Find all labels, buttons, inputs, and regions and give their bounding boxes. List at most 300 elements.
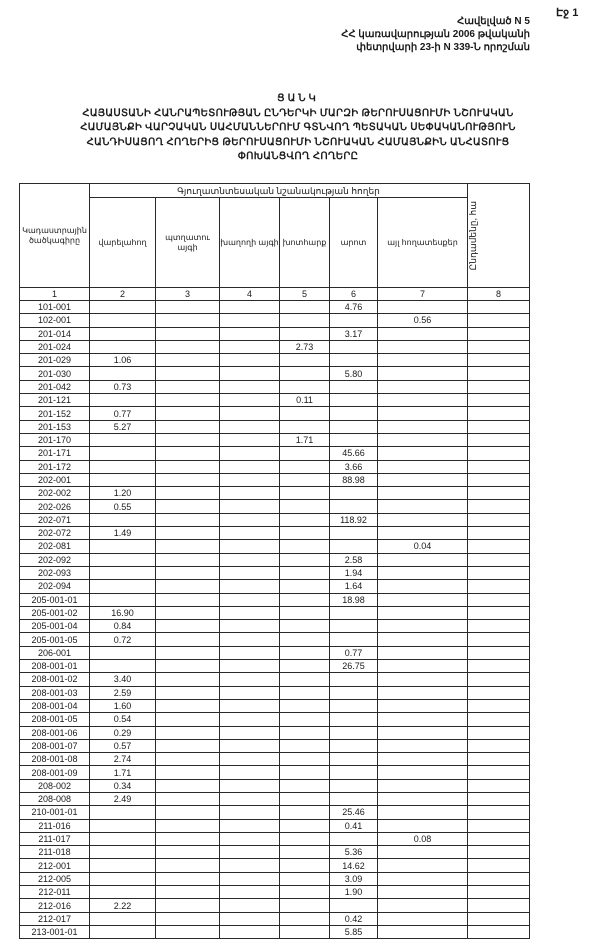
header-pasture: արոտ [330, 198, 378, 288]
area-cell [378, 912, 468, 925]
area-cell [156, 407, 220, 420]
area-cell [280, 593, 330, 606]
area-cell [280, 699, 330, 712]
area-cell [280, 925, 330, 938]
area-cell [156, 380, 220, 393]
land-codes-table [19, 183, 530, 939]
cadastral-code-cell: 208-001-02 [20, 673, 90, 686]
area-cell: 1.71 [90, 766, 156, 779]
area-cell: 1.60 [90, 699, 156, 712]
table-row [20, 832, 530, 845]
area-cell [280, 420, 330, 433]
table-row [20, 899, 530, 912]
area-cell [220, 513, 280, 526]
area-cell [330, 739, 378, 752]
total-cell [468, 686, 530, 699]
total-cell [468, 925, 530, 938]
appendix-line-3: փետրվարի 23-ի N 339-Ն որոշման [356, 42, 530, 53]
area-cell [220, 819, 280, 832]
total-cell [468, 500, 530, 513]
area-cell [378, 766, 468, 779]
area-cell [90, 553, 156, 566]
area-cell [280, 500, 330, 513]
cadastral-code-cell: 208-001-04 [20, 699, 90, 712]
area-cell [156, 713, 220, 726]
table-row [20, 846, 530, 859]
table-row [20, 646, 530, 659]
area-cell [220, 566, 280, 579]
table-row [20, 460, 530, 473]
area-cell [330, 340, 378, 353]
area-cell [220, 380, 280, 393]
area-cell [280, 792, 330, 805]
area-cell: 5.27 [90, 420, 156, 433]
area-cell [156, 806, 220, 819]
area-cell [90, 314, 156, 327]
area-cell [156, 686, 220, 699]
table-row [20, 447, 530, 460]
area-cell: 5.80 [330, 367, 378, 380]
area-cell [156, 633, 220, 646]
area-cell [378, 500, 468, 513]
area-cell [220, 407, 280, 420]
cadastral-code-cell: 211-016 [20, 819, 90, 832]
total-cell [468, 327, 530, 340]
area-cell [280, 620, 330, 633]
column-number: 8 [468, 288, 530, 301]
total-cell [468, 314, 530, 327]
cadastral-code-cell: 208-001-03 [20, 686, 90, 699]
table-row [20, 606, 530, 619]
area-cell: 0.73 [90, 380, 156, 393]
area-cell [220, 846, 280, 859]
table-row [20, 925, 530, 938]
total-cell [468, 713, 530, 726]
area-cell [280, 407, 330, 420]
total-cell [468, 394, 530, 407]
area-cell [220, 899, 280, 912]
total-cell [468, 699, 530, 712]
total-cell [468, 354, 530, 367]
total-cell [468, 553, 530, 566]
cadastral-code-cell: 212-017 [20, 912, 90, 925]
area-cell: 2.49 [90, 792, 156, 805]
area-cell [156, 726, 220, 739]
area-cell [378, 566, 468, 579]
area-cell [280, 766, 330, 779]
cadastral-code-cell: 208-001-07 [20, 739, 90, 752]
area-cell [220, 433, 280, 446]
table-row [20, 487, 530, 500]
area-cell [220, 500, 280, 513]
cadastral-code-cell: 101-001 [20, 301, 90, 314]
total-cell [468, 912, 530, 925]
header-cadastral-code: Կադաստրային ծածկագիրը [20, 184, 90, 288]
area-cell [280, 859, 330, 872]
area-cell [330, 407, 378, 420]
area-cell [156, 540, 220, 553]
area-cell [90, 646, 156, 659]
table-row [20, 859, 530, 872]
total-cell [468, 819, 530, 832]
area-cell: 2.58 [330, 553, 378, 566]
area-cell [330, 500, 378, 513]
table-row [20, 886, 530, 899]
total-cell [468, 620, 530, 633]
table-row [20, 792, 530, 805]
area-cell [156, 314, 220, 327]
area-cell [220, 859, 280, 872]
total-cell [468, 527, 530, 540]
area-cell [220, 766, 280, 779]
cadastral-code-cell: 201-121 [20, 394, 90, 407]
table-row [20, 633, 530, 646]
area-cell [220, 699, 280, 712]
area-cell [90, 819, 156, 832]
area-cell [378, 660, 468, 673]
total-cell [468, 473, 530, 486]
area-cell [220, 886, 280, 899]
area-cell [280, 367, 330, 380]
area-cell [330, 620, 378, 633]
area-cell [220, 540, 280, 553]
area-cell [156, 792, 220, 805]
area-cell [378, 487, 468, 500]
area-cell [378, 673, 468, 686]
cadastral-code-cell: 208-008 [20, 792, 90, 805]
area-cell [378, 686, 468, 699]
area-cell: 18.98 [330, 593, 378, 606]
area-cell [156, 779, 220, 792]
area-cell: 1.20 [90, 487, 156, 500]
table-row [20, 553, 530, 566]
cadastral-code-cell: 205-001-04 [20, 620, 90, 633]
area-cell [280, 633, 330, 646]
area-cell [156, 473, 220, 486]
area-cell [156, 832, 220, 845]
cadastral-code-cell: 201-042 [20, 380, 90, 393]
total-cell [468, 792, 530, 805]
area-cell [280, 606, 330, 619]
area-cell: 0.04 [378, 540, 468, 553]
area-cell: 118.92 [330, 513, 378, 526]
area-cell [90, 872, 156, 885]
total-cell [468, 766, 530, 779]
cadastral-code-cell: 211-018 [20, 846, 90, 859]
area-cell [90, 447, 156, 460]
area-cell [330, 779, 378, 792]
cadastral-code-cell: 202-092 [20, 553, 90, 566]
area-cell [330, 606, 378, 619]
total-cell [468, 726, 530, 739]
area-cell [156, 354, 220, 367]
area-cell [378, 354, 468, 367]
area-cell [156, 846, 220, 859]
area-cell [156, 301, 220, 314]
area-cell: 2.59 [90, 686, 156, 699]
table-row [20, 566, 530, 579]
total-cell [468, 367, 530, 380]
area-cell [90, 886, 156, 899]
area-cell [378, 407, 468, 420]
area-cell [220, 753, 280, 766]
table-row [20, 779, 530, 792]
cadastral-code-cell: 208-001-06 [20, 726, 90, 739]
area-cell: 0.77 [330, 646, 378, 659]
header-other-lands: այլ հողատեսքեր [378, 198, 468, 288]
title-line-3: ՀԱՆԴԻՍԱՑՈՂ ՀՈՂԵՐԻՑ ԹԵՐՈՒՍԱՑՈՒՄԻ ՆՇՈՒԱԿԱՆ ՀԱՄԱՅՆՔԻՆ ԱՆՀԱՏՈՒՑ [86, 136, 510, 148]
area-cell [220, 553, 280, 566]
area-cell [156, 513, 220, 526]
area-cell [220, 806, 280, 819]
total-cell [468, 832, 530, 845]
column-number: 2 [90, 288, 156, 301]
area-cell: 0.57 [90, 739, 156, 752]
area-cell [378, 460, 468, 473]
area-cell: 0.11 [280, 394, 330, 407]
area-cell [156, 566, 220, 579]
total-cell [468, 460, 530, 473]
area-cell [330, 380, 378, 393]
area-cell [156, 340, 220, 353]
area-cell [90, 925, 156, 938]
area-cell [220, 367, 280, 380]
total-cell [468, 660, 530, 673]
area-cell: 0.56 [378, 314, 468, 327]
area-cell [378, 301, 468, 314]
cadastral-code-cell: 202-071 [20, 513, 90, 526]
area-cell [330, 832, 378, 845]
area-cell: 1.71 [280, 433, 330, 446]
area-cell [220, 872, 280, 885]
cadastral-code-cell: 202-094 [20, 580, 90, 593]
area-cell [220, 420, 280, 433]
cadastral-code-cell: 205-001-02 [20, 606, 90, 619]
area-cell [330, 726, 378, 739]
table-row [20, 394, 530, 407]
area-cell [156, 660, 220, 673]
table-row [20, 713, 530, 726]
column-number: 3 [156, 288, 220, 301]
cadastral-code-cell: 201-024 [20, 340, 90, 353]
area-cell: 1.90 [330, 886, 378, 899]
area-cell: 0.41 [330, 819, 378, 832]
area-cell [90, 513, 156, 526]
area-cell [378, 606, 468, 619]
area-cell [330, 899, 378, 912]
total-cell [468, 407, 530, 420]
cadastral-code-cell: 208-001-01 [20, 660, 90, 673]
area-cell [378, 886, 468, 899]
cadastral-code-cell: 202-081 [20, 540, 90, 553]
area-cell [280, 819, 330, 832]
cadastral-code-cell: 202-093 [20, 566, 90, 579]
area-cell: 0.34 [90, 779, 156, 792]
table-row [20, 593, 530, 606]
appendix-block [340, 15, 530, 54]
area-cell [156, 420, 220, 433]
area-cell [220, 832, 280, 845]
cadastral-code-cell: 202-002 [20, 487, 90, 500]
area-cell [378, 580, 468, 593]
cadastral-code-cell: 205-001-01 [20, 593, 90, 606]
total-cell [468, 487, 530, 500]
area-cell [90, 566, 156, 579]
area-cell [378, 620, 468, 633]
table-row [20, 340, 530, 353]
area-cell [156, 766, 220, 779]
title-line-2: ՀԱՄԱՅՆՔԻ ՎԱՐՉԱԿԱՆ ՍԱՀՄԱՆՆԵՐՈՒՄ ԳՏՆՎՈՂ ՊԵՏԱԿԱՆ ՍԵՓԱԿԱՆՈՒԹՅՈՒՆ [80, 122, 516, 133]
area-cell [280, 354, 330, 367]
area-cell [378, 646, 468, 659]
area-cell: 1.94 [330, 566, 378, 579]
area-cell [220, 912, 280, 925]
area-cell [330, 673, 378, 686]
area-cell [378, 553, 468, 566]
page-number: Էջ 1 [556, 7, 579, 19]
area-cell [280, 779, 330, 792]
area-cell: 0.55 [90, 500, 156, 513]
area-cell [90, 593, 156, 606]
header-total-label: Ընդամենը, հա [468, 200, 479, 271]
total-cell [468, 420, 530, 433]
area-cell [156, 606, 220, 619]
total-cell [468, 447, 530, 460]
area-cell [330, 713, 378, 726]
area-cell [330, 314, 378, 327]
area-cell [220, 673, 280, 686]
area-cell [156, 699, 220, 712]
area-cell [90, 473, 156, 486]
total-cell [468, 633, 530, 646]
area-cell [90, 433, 156, 446]
area-cell: 0.42 [330, 912, 378, 925]
area-cell [156, 753, 220, 766]
area-cell: 1.49 [90, 527, 156, 540]
cadastral-code-cell: 213-001-01 [20, 925, 90, 938]
area-cell [280, 580, 330, 593]
area-cell [156, 819, 220, 832]
area-cell: 0.29 [90, 726, 156, 739]
area-cell [280, 673, 330, 686]
area-cell [378, 340, 468, 353]
total-cell [468, 859, 530, 872]
area-cell: 3.40 [90, 673, 156, 686]
table-row [20, 766, 530, 779]
area-cell [156, 394, 220, 407]
area-cell [280, 314, 330, 327]
area-cell [156, 593, 220, 606]
area-cell [378, 819, 468, 832]
area-cell: 25.46 [330, 806, 378, 819]
area-cell [156, 620, 220, 633]
area-cell [220, 354, 280, 367]
cadastral-code-cell: 208-001-08 [20, 753, 90, 766]
area-cell [90, 540, 156, 553]
area-cell [156, 872, 220, 885]
area-cell [220, 394, 280, 407]
area-cell [220, 473, 280, 486]
table-row [20, 580, 530, 593]
total-cell [468, 846, 530, 859]
total-cell [468, 513, 530, 526]
area-cell [280, 686, 330, 699]
area-cell [378, 792, 468, 805]
total-cell [468, 673, 530, 686]
table-row [20, 726, 530, 739]
area-cell: 0.08 [378, 832, 468, 845]
table-row [20, 327, 530, 340]
cadastral-code-cell: 202-026 [20, 500, 90, 513]
area-cell [280, 886, 330, 899]
area-cell [220, 301, 280, 314]
area-cell [90, 460, 156, 473]
table-row [20, 420, 530, 433]
total-cell [468, 872, 530, 885]
area-cell [330, 527, 378, 540]
area-cell [280, 872, 330, 885]
total-cell [468, 380, 530, 393]
area-cell [90, 832, 156, 845]
total-cell [468, 540, 530, 553]
table-row [20, 686, 530, 699]
area-cell [156, 527, 220, 540]
cadastral-code-cell: 201-153 [20, 420, 90, 433]
area-cell [220, 713, 280, 726]
area-cell [378, 473, 468, 486]
area-cell [378, 859, 468, 872]
area-cell [378, 779, 468, 792]
table-row [20, 753, 530, 766]
area-cell [378, 633, 468, 646]
header-agricultural-lands: Գյուղատնտեսական նշանակության հողեր [90, 184, 468, 198]
total-cell [468, 593, 530, 606]
area-cell [90, 327, 156, 340]
table-row [20, 473, 530, 486]
appendix-line-1: Հավելված N 5 [457, 16, 530, 27]
cadastral-code-cell: 211-017 [20, 832, 90, 845]
cadastral-code-cell: 212-001 [20, 859, 90, 872]
area-cell [330, 792, 378, 805]
area-cell [280, 899, 330, 912]
area-cell: 2.73 [280, 340, 330, 353]
header-orchard: պտղատու այգի [156, 198, 220, 288]
area-cell [378, 806, 468, 819]
total-cell [468, 753, 530, 766]
area-cell: 0.77 [90, 407, 156, 420]
area-cell [330, 354, 378, 367]
cadastral-code-cell: 201-172 [20, 460, 90, 473]
area-cell: 16.90 [90, 606, 156, 619]
area-cell [280, 380, 330, 393]
area-cell [280, 726, 330, 739]
total-cell [468, 739, 530, 752]
table-row [20, 540, 530, 553]
table-row [20, 407, 530, 420]
column-number: 6 [330, 288, 378, 301]
table-row [20, 314, 530, 327]
area-cell [280, 527, 330, 540]
table-row [20, 513, 530, 526]
table-row [20, 660, 530, 673]
area-cell [378, 394, 468, 407]
area-cell [90, 806, 156, 819]
area-cell [280, 566, 330, 579]
area-cell: 1.64 [330, 580, 378, 593]
table-row [20, 380, 530, 393]
area-cell [220, 646, 280, 659]
area-cell [156, 367, 220, 380]
